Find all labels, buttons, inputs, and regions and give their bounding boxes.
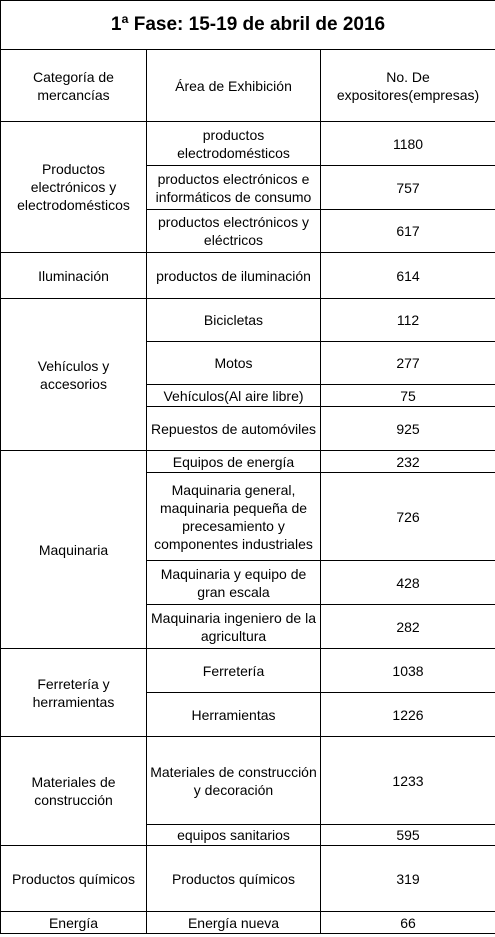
area-cell: Ferretería (147, 649, 321, 693)
category-cell: Iluminación (1, 253, 147, 299)
count-cell: 66 (321, 912, 495, 934)
area-cell: Herramientas (147, 693, 321, 737)
count-cell: 1226 (321, 693, 495, 737)
area-cell: productos electrónicos y eléctricos (147, 210, 321, 253)
count-cell: 75 (321, 385, 495, 407)
category-cell: Vehículos y accesorios (1, 299, 147, 451)
count-cell: 282 (321, 605, 495, 649)
count-cell: 1180 (321, 122, 495, 166)
category-cell: Ferretería y herramientas (1, 649, 147, 737)
count-cell: 614 (321, 253, 495, 299)
area-cell: Materiales de construcción y decoración (147, 737, 321, 825)
count-cell: 112 (321, 299, 495, 342)
table-title: 1ª Fase: 15-19 de abril de 2016 (1, 1, 495, 50)
area-cell: productos electrodomésticos (147, 122, 321, 166)
category-cell: Productos electrónicos y electrodomésticos (1, 122, 147, 253)
area-cell: Maquinaria general, maquinaria pequeña de precesamiento y componentes industriales (147, 473, 321, 561)
header-count: No. De expositores(empresas) (321, 50, 495, 122)
count-cell: 925 (321, 407, 495, 451)
count-cell: 595 (321, 825, 495, 846)
area-cell: productos de iluminación (147, 253, 321, 299)
count-cell: 232 (321, 451, 495, 473)
area-cell: Repuestos de automóviles (147, 407, 321, 451)
area-cell: Equipos de energía (147, 451, 321, 473)
count-cell: 1233 (321, 737, 495, 825)
count-cell: 726 (321, 473, 495, 561)
count-cell: 617 (321, 210, 495, 253)
category-cell: Maquinaria (1, 451, 147, 649)
area-cell: Bicicletas (147, 299, 321, 342)
count-cell: 428 (321, 561, 495, 605)
area-cell: Motos (147, 342, 321, 385)
header-category: Categoría de mercancías (1, 50, 147, 122)
category-cell: Productos químicos (1, 846, 147, 912)
count-cell: 319 (321, 846, 495, 912)
count-cell: 757 (321, 166, 495, 210)
header-area: Área de Exhibición (147, 50, 321, 122)
area-cell: equipos sanitarios (147, 825, 321, 846)
count-cell: 1038 (321, 649, 495, 693)
area-cell: Productos químicos (147, 846, 321, 912)
area-cell: Vehículos(Al aire libre) (147, 385, 321, 407)
category-cell: Energía (1, 912, 147, 934)
area-cell: Energía nueva (147, 912, 321, 934)
area-cell: Maquinaria y equipo de gran escala (147, 561, 321, 605)
area-cell: Maquinaria ingeniero de la agricultura (147, 605, 321, 649)
count-cell: 277 (321, 342, 495, 385)
category-cell: Materiales de construcción (1, 737, 147, 846)
area-cell: productos electrónicos e informáticos de consumo (147, 166, 321, 210)
